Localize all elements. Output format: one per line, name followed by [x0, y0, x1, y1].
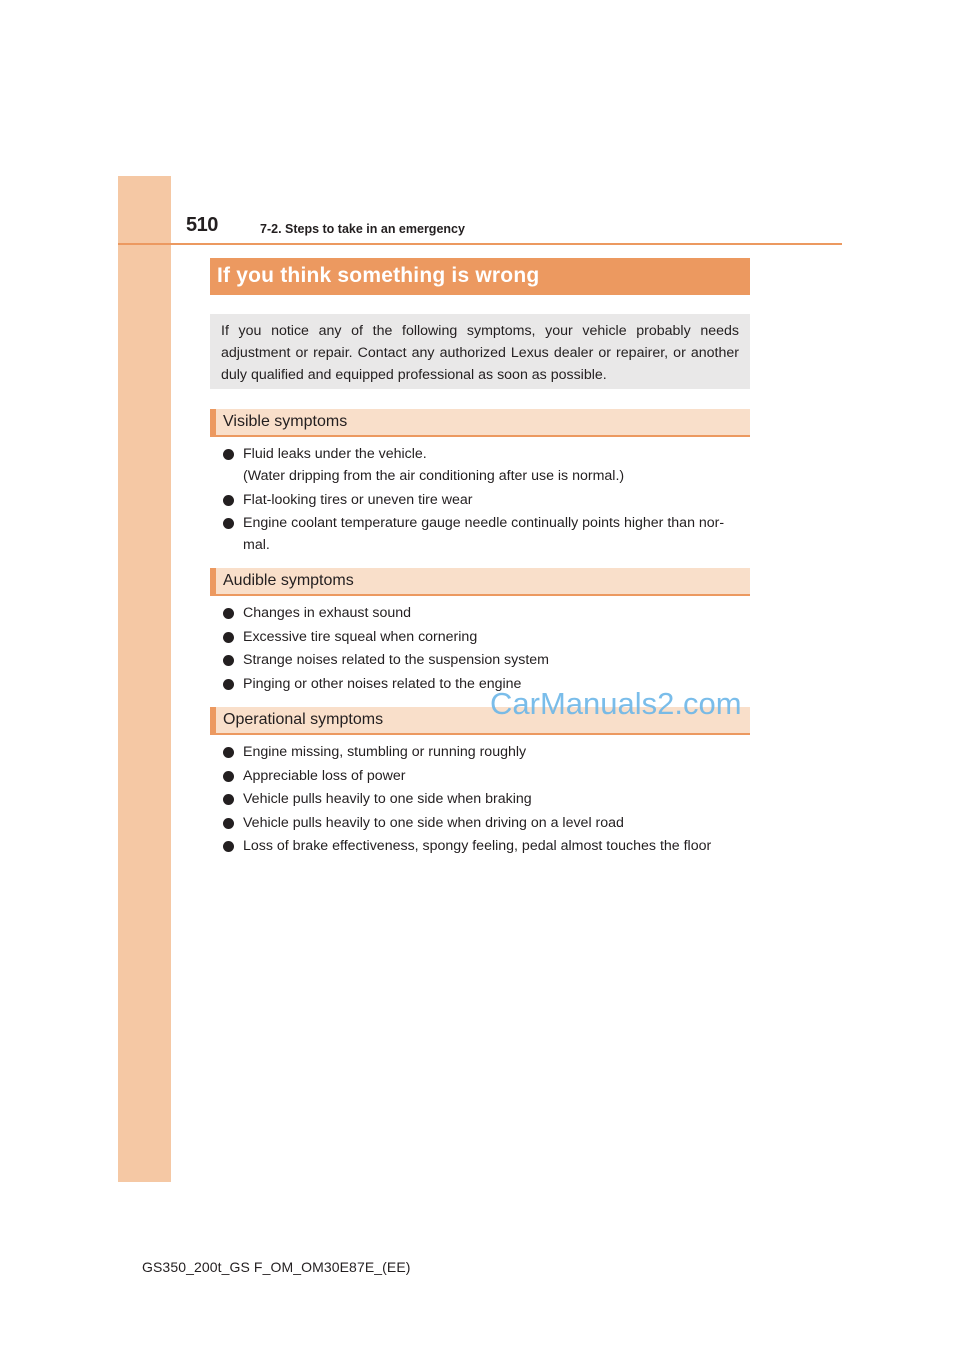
page-number: 510: [186, 214, 218, 236]
list-item-text: Loss of brake effectiveness, spongy feeling, pedal almost touches the floor: [243, 838, 712, 854]
chapter-side-tab: [118, 176, 171, 1182]
visible-symptoms-heading: Visible symptoms: [223, 413, 348, 430]
list-item: [222, 765, 750, 787]
list-item-text: Appreciable loss of power: [243, 767, 406, 784]
list-item-text: Pinging or other noises related to the engine: [243, 675, 522, 692]
visible-symptoms-list: [222, 443, 750, 558]
operational-symptoms-heading: Operational symptoms: [223, 711, 384, 728]
list-item: [222, 788, 750, 810]
watermark-logo: CarManuals2.com: [490, 686, 742, 721]
audible-symptoms-header: [210, 568, 750, 596]
list-item-text: Engine coolant temperature gauge needle continually points higher than nor-: [243, 515, 725, 531]
list-item-text: Strange noises related to the suspension system: [243, 652, 549, 668]
visible-symptoms-header: [210, 409, 750, 437]
bullet-icon: [223, 818, 234, 829]
section-accent-bar: [210, 707, 216, 733]
list-item-text: Excessive tire squeal when cornering: [243, 628, 478, 645]
bullet-icon: [223, 841, 234, 852]
list-item-text: Flat-looking tires or uneven tire wear: [243, 491, 473, 508]
header-divider: [118, 243, 842, 245]
list-item: [222, 835, 750, 857]
bullet-icon: [223, 495, 234, 506]
section-accent-bar: [210, 409, 216, 435]
list-item-note: (Water dripping from the air conditioning after use is normal.): [243, 468, 625, 484]
list-item: [222, 812, 750, 834]
bullet-icon: [223, 679, 234, 690]
section-accent-bar: [210, 568, 216, 594]
list-item-text: Changes in exhaust sound: [243, 605, 412, 621]
list-item-text: Vehicle pulls heavily to one side when braking: [243, 791, 532, 807]
bullet-icon: [223, 794, 234, 805]
audible-symptoms-list: [222, 602, 750, 696]
bullet-icon: [223, 771, 234, 782]
list-item-text: Engine missing, stumbling or running roughly: [243, 744, 527, 760]
footer-document-code: GS350_200t_GS F_OM_OM30E87E_(EE): [142, 1259, 411, 1275]
section-title: 7-2. Steps to take in an emergency: [260, 222, 465, 236]
bullet-icon: [223, 608, 234, 619]
list-item: [222, 512, 750, 556]
bullet-icon: [223, 518, 234, 529]
list-item: [222, 602, 750, 624]
list-item: [222, 489, 750, 511]
main-title: If you think something is wrong: [217, 264, 540, 287]
list-item-text: Fluid leaks under the vehicle.: [243, 446, 427, 462]
list-item-text-continued: mal.: [243, 537, 270, 553]
list-item: [222, 626, 750, 648]
list-item-text: Vehicle pulls heavily to one side when driving on a level road: [243, 814, 624, 831]
operational-symptoms-list: [222, 741, 750, 859]
bullet-icon: [223, 449, 234, 460]
list-item: [222, 443, 750, 487]
audible-symptoms-heading: Audible symptoms: [223, 572, 354, 589]
bullet-icon: [223, 632, 234, 643]
main-title-banner: [210, 258, 750, 295]
intro-box: If you notice any of the following symptoms, your vehicle probably needs adjustment or repair. Contact any authorized Lexus dealer or repairer, or another duly qualified and equipped professional as soon as possible.: [210, 314, 750, 389]
bullet-icon: [223, 655, 234, 666]
list-item: [222, 741, 750, 763]
bullet-icon: [223, 747, 234, 758]
list-item: [222, 649, 750, 671]
